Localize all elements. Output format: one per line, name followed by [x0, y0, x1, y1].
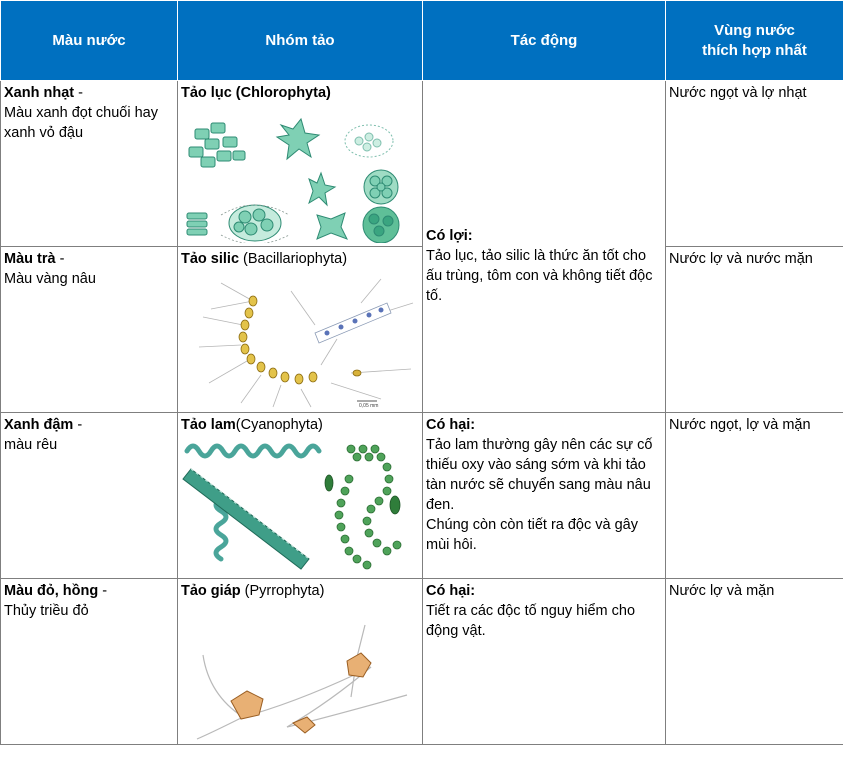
group-latin: (Chlorophyta) — [231, 85, 331, 101]
color-separator: - — [73, 417, 83, 433]
color-description: Thủy triều đỏ — [4, 603, 89, 619]
algae-group-cell — [178, 579, 423, 745]
table-row — [1, 413, 843, 579]
table-row — [1, 579, 843, 745]
habitat-cell: Nước lợ và mặn — [666, 579, 843, 745]
header-habitat-line2: thích hợp nhất — [702, 41, 807, 59]
group-latin: (Cyanophyta) — [235, 417, 323, 433]
green-algae-cell — [189, 123, 245, 167]
header-row — [1, 1, 843, 81]
table-row — [1, 247, 843, 413]
color-description: Màu vàng nâu — [4, 271, 96, 287]
group-name: Tảo silic — [181, 251, 240, 267]
impact-label: Có hại: — [426, 417, 476, 433]
header-impact: Tác động — [423, 1, 666, 81]
impact-text-extra: Chúng còn còn tiết ra độc và gây mùi hôi. — [426, 517, 638, 553]
color-separator: - — [98, 583, 108, 599]
ceratium-body — [231, 653, 371, 733]
habitat-cell: Nước ngọt và lợ nhạt — [666, 81, 843, 247]
header-habitat-line1: Vùng nước — [714, 21, 795, 39]
trichome-filament — [183, 469, 309, 569]
water-color-cell — [1, 579, 178, 745]
color-separator: - — [74, 85, 83, 101]
impact-label: Có lợi: — [426, 227, 473, 244]
impact-cell-harmful-cyano — [423, 413, 666, 579]
dinoflagellate-illustration — [181, 605, 417, 741]
green-algae-cell — [345, 125, 393, 157]
green-algae-cell — [229, 205, 281, 241]
color-description: màu rêu — [4, 437, 58, 453]
spiral-filament — [187, 446, 319, 559]
header-algae-group: Nhóm tảo — [178, 1, 423, 81]
habitat-cell: Nước lợ và nước mặn — [666, 247, 843, 413]
green-algae-cell — [364, 170, 398, 204]
impact-text: Tiết ra các độc tố nguy hiểm cho động vật. — [426, 603, 636, 639]
algae-group-cell — [178, 81, 423, 247]
green-algae-illustration — [181, 107, 417, 243]
impact-label: Có hại: — [426, 583, 476, 599]
green-algae-cell — [309, 173, 335, 205]
color-name: Màu trà — [4, 251, 56, 267]
impact-text: Tảo lam thường gây nên các sự cố thiếu oxy vào sáng sớm và khi tảo tàn nước sẽ chuyển sang màu nâu đen. — [426, 437, 653, 513]
color-name: Xanh nhạt — [4, 85, 75, 101]
diatom-chain — [239, 296, 317, 384]
water-color-cell — [1, 81, 178, 247]
color-name: Màu đỏ, hồng — [4, 583, 99, 599]
group-latin: (Bacillariophyta) — [239, 251, 348, 267]
water-color-cell — [1, 413, 178, 579]
color-separator: - — [55, 251, 65, 267]
header-habitat — [666, 1, 843, 81]
water-color-cell — [1, 247, 178, 413]
green-algae-cell — [363, 207, 399, 243]
impact-cell-harmful-pyrro — [423, 579, 666, 745]
group-name: Tảo lục — [181, 85, 232, 101]
diatom-illustration — [181, 273, 417, 409]
green-algae-cell — [187, 213, 207, 235]
algae-group-cell — [178, 247, 423, 413]
cyanobacteria-illustration — [181, 439, 417, 575]
diatom-setae — [199, 279, 413, 407]
diatom-single — [353, 370, 361, 376]
group-latin: (Pyrrophyta) — [240, 583, 325, 599]
algae-group-cell — [178, 413, 423, 579]
green-algae-cell — [317, 213, 347, 239]
group-name: Tảo lam — [181, 417, 236, 433]
impact-text: Tảo lục, tảo silic là thức ăn tốt cho ấu trùng, tôm con và không tiết độc tố. — [426, 247, 653, 304]
group-name: Tảo giáp — [181, 583, 241, 599]
habitat-cell: Nước ngọt, lợ và mặn — [666, 413, 843, 579]
table-row — [1, 81, 843, 247]
header-water-color: Màu nước — [1, 1, 178, 81]
scale-label: 0,05 mm — [359, 403, 379, 409]
impact-cell-beneficial — [423, 81, 666, 413]
color-name: Xanh đậm — [4, 417, 74, 433]
color-description: Màu xanh đọt chuối hay xanh vỏ đậu — [4, 105, 158, 141]
green-algae-cell — [277, 119, 319, 159]
